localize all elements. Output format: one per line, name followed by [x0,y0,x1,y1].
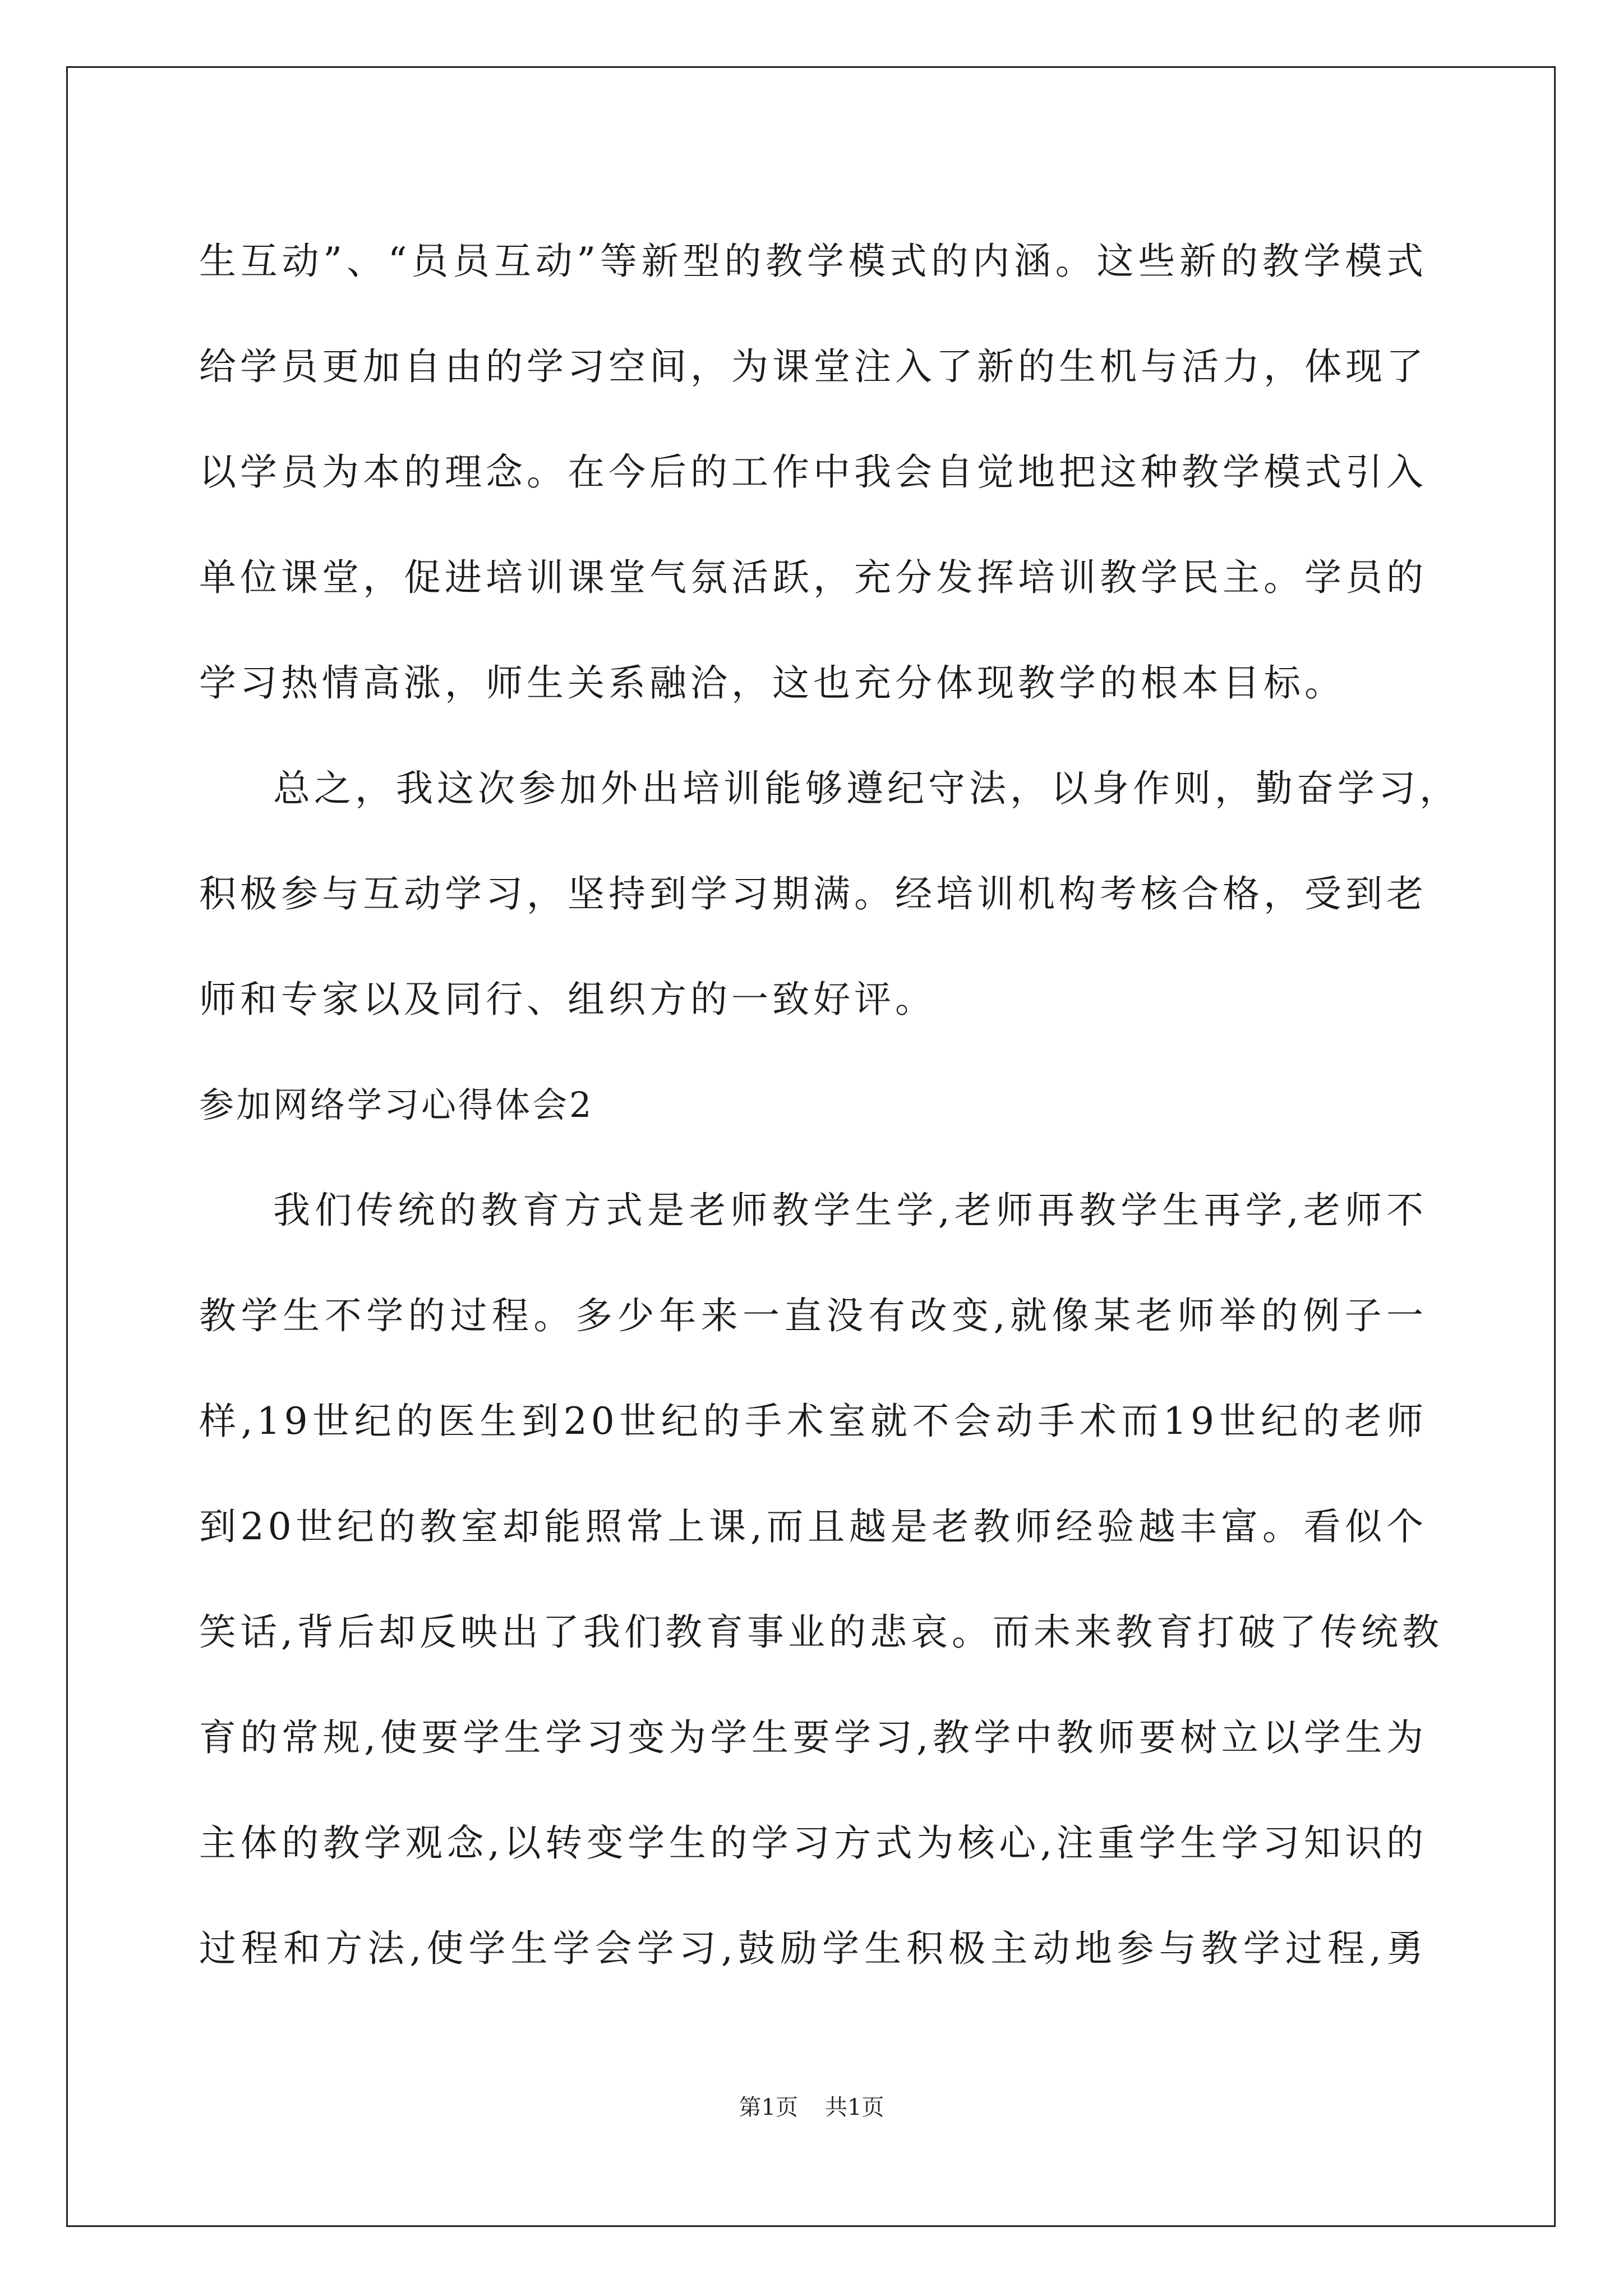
paragraph [199,209,1427,736]
text-line: 教学生不学的过程。多少年来一直没有改变,就像某老师举的例子一 [199,1294,1427,1337]
paragraph [199,736,1460,1052]
text-line: 育的常规,使要学生学习变为学生要学习,教学中教师要树立以学生为 [199,1716,1427,1759]
text-line: 过程和方法,使学生学会学习,鼓励学生积极主动地参与教学过程,勇 [199,1927,1427,1970]
text-line: 积极参与互动学习，坚持到学习期满。经培训机构考核合格，受到老 [199,872,1427,915]
text-line: 笑话,背后却反映出了我们教育事业的悲哀。而未来教育打破了传统教 [199,1611,1443,1654]
text-line: 单位课堂，促进培训课堂气氛活跃，充分发挥培训教学民主。学员的 [199,556,1427,599]
text-line: 样,19世纪的医生到20世纪的手术室就不会动手术而19世纪的老师 [199,1400,1427,1443]
page-number: 第1页 [739,2095,798,2120]
text-line: 我们传统的教育方式是老师教学生学,老师再教学生再学,老师不 [273,1189,1427,1232]
text-line: 师和专家以及同行、组织方的一致好评。 [199,978,936,1021]
text-line: 主体的教学观念,以转变学生的学习方式为核心,注重学生学习知识的 [199,1821,1427,1865]
paragraph [199,1158,1443,2001]
section-heading: 参加网络学习心得体会2 [199,1084,594,1125]
document-body [199,209,1460,2001]
text-line: 到20世纪的教室却能照常上课,而且越是老教师经验越丰富。看似个 [199,1505,1427,1548]
text-line: 给学员更加自由的学习空间，为课堂注入了新的生机与活力，体现了 [199,345,1427,388]
page-total: 共1页 [825,2095,884,2120]
text-line: 学习热情高涨，师生关系融洽，这也充分体现教学的根本目标。 [199,661,1345,705]
text-line: 总之，我这次参加外出培训能够遵纪守法，以身作则，勤奋学习， [273,767,1460,810]
text-line: 以学员为本的理念。在今后的工作中我会自觉地把这种教学模式引入 [199,450,1427,494]
text-line: 生互动”、“员员互动”等新型的教学模式的内涵。这些新的教学模式 [199,240,1427,283]
page-footer [0,2090,1623,2122]
